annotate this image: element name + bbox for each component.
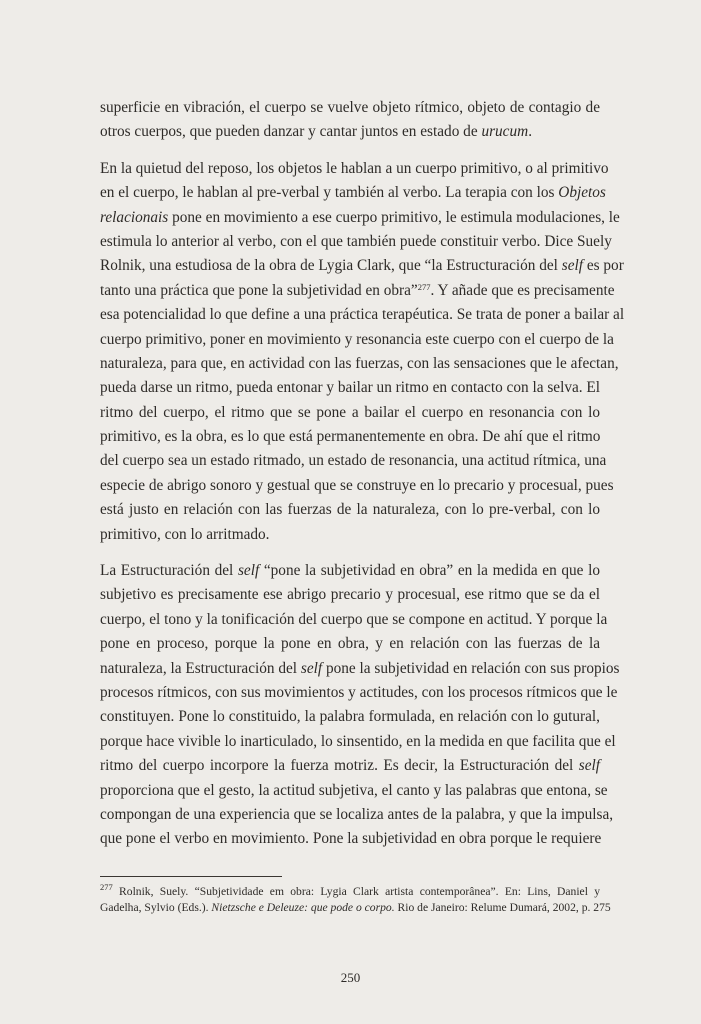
- text-run: Rolnik, una estudiosa de la obra de Lygia Clark, que “la Estructuración del: [100, 257, 562, 275]
- paragraph-line: [100, 559, 600, 583]
- paragraph-line: [100, 449, 607, 473]
- paragraph-line: [100, 523, 600, 547]
- text-run: otros cuerpos, que pueden danzar y cantar juntos en estado de: [100, 123, 482, 141]
- italic-text: urucum: [481, 123, 529, 141]
- italic-text: Nietzsche e Deleuze: que pode o corpo.: [211, 901, 395, 914]
- paragraph-line: [100, 474, 614, 498]
- text-run: Rolnik, Suely. “Subjetividade em obra: Lygia Clark artista contemporânea”. En: Lins, Daniel y: [112, 885, 600, 898]
- paragraph-line: [100, 120, 600, 144]
- italic-text: Objetos: [558, 184, 606, 202]
- text-run: La Estructuración del: [100, 562, 238, 580]
- footnote-ref: 277: [417, 281, 431, 292]
- paragraph-line: [100, 632, 600, 656]
- paragraph-gap: [100, 145, 600, 157]
- text-run: Gadelha, Sylvio (Eds.).: [100, 901, 212, 914]
- paragraph-line: [100, 181, 606, 205]
- text-run: pone en proceso, porque la pone en obra, y en relación con las fuerzas de la: [100, 635, 600, 653]
- text-run: primitivo, es la obra, es lo que está permanentemente en obra. De ahí que el ritmo: [100, 428, 601, 446]
- footnote: [100, 882, 611, 916]
- text-run: superficie en vibración, el cuerpo se vuelve objeto rítmico, objeto de contagio de: [100, 99, 600, 116]
- paragraph-line: [100, 803, 614, 827]
- footnote-separator: [100, 876, 282, 877]
- text-run: subjetivo es precisamente ese abrigo precario y procesual, ese ritmo que se da el: [100, 586, 600, 604]
- text-run: .: [528, 123, 533, 141]
- paragraph-line: [100, 352, 619, 376]
- text-run: pueda darse un ritmo, pueda entonar y bailar un ritmo en contacto con la selva. El: [100, 379, 600, 397]
- text-run: tanto una práctica que pone la subjetividad en obra”: [100, 281, 418, 299]
- italic-text: relacionais: [100, 208, 169, 226]
- italic-text: self: [237, 562, 260, 580]
- paragraph-line: [100, 425, 600, 449]
- paragraph-line: [100, 279, 615, 303]
- text-run: naturaleza, la Estructuración del: [100, 659, 301, 677]
- body-text: [100, 96, 625, 852]
- italic-text: self: [561, 257, 583, 275]
- text-run: primitivo, con lo arritmado.: [100, 525, 270, 543]
- paragraph-line: [100, 754, 600, 778]
- text-run: constituyen. Pone lo constituido, la palabra formulada, en relación con lo gutural,: [100, 708, 600, 726]
- text-run: esa potencialidad lo que define a una práctica terapéutica. Se trata de poner a bailar al: [100, 306, 625, 324]
- text-run: estimula lo anterior al verbo, con el que también puede constituir verbo. Dice Suely: [100, 232, 612, 250]
- paragraph-line: [100, 157, 609, 181]
- paragraph-line: [100, 376, 600, 400]
- paragraph-line: [100, 657, 620, 681]
- text-run: En la quietud del reposo, los objetos le hablan a un cuerpo primitivo, o al primitivo: [100, 159, 609, 177]
- text-run: que pone el verbo en movimiento. Pone la subjetividad en obra porque le requiere: [100, 830, 602, 848]
- paragraph-gap: [100, 547, 600, 559]
- paragraph-line: [100, 303, 625, 327]
- paragraph-line: [100, 705, 600, 729]
- text-run: compongan de una experiencia que se localiza antes de la palabra, y que la impulsa,: [100, 805, 614, 823]
- footnote-line: [100, 900, 611, 916]
- paragraph-line: [100, 254, 624, 278]
- text-run: Rio de Janeiro: Relume Dumará, 2002, p. 275: [394, 901, 611, 914]
- text-run: ritmo del cuerpo, el ritmo que se pone a bailar el cuerpo en resonancia con lo: [100, 403, 600, 421]
- text-run: pone en movimiento a ese cuerpo primitivo, le estimula modulaciones, le: [168, 208, 620, 226]
- paragraph-line: [100, 401, 600, 425]
- text-run: pone la subjetividad en relación con sus propios: [322, 659, 620, 677]
- footnote-line: [100, 884, 600, 900]
- text-run: del cuerpo sea un estado ritmado, un estado de resonancia, una actitud rítmica, una: [100, 452, 607, 470]
- paragraph-line: [100, 827, 600, 851]
- text-run: ritmo del cuerpo incorpore la fuerza motriz. Es decir, la Estructuración del: [100, 757, 579, 775]
- italic-text: self: [300, 659, 323, 677]
- text-run: proporciona que el gesto, la actitud subjetiva, el canto y las palabras que entona, se: [100, 781, 608, 799]
- italic-text: self: [578, 757, 600, 775]
- paragraph-line: [100, 779, 608, 803]
- paragraph-line: [100, 730, 616, 754]
- paragraph-line: [100, 96, 600, 120]
- paragraph-line: [100, 583, 600, 607]
- text-run: naturaleza, para que, en actividad con las fuerzas, con las sensaciones que le afectan,: [100, 354, 619, 372]
- text-run: cuerpo, el tono y la tonificación del cuerpo que se compone en actitud. Y porque la: [100, 610, 608, 628]
- paragraph-line: [100, 206, 620, 230]
- text-run: “pone la subjetividad en obra” en la medida en que lo: [259, 562, 600, 580]
- paragraph-line: [100, 328, 614, 352]
- text-run: procesos rítmicos, con sus movimientos y actitudes, con los procesos rítmicos que le: [100, 683, 618, 701]
- text-run: es por: [583, 257, 624, 275]
- text-run: está justo en relación con las fuerzas de la naturaleza, con lo pre-verbal, con lo: [100, 501, 600, 519]
- footnote-ref: 277: [100, 882, 113, 892]
- paragraph-line: [100, 681, 618, 705]
- text-run: cuerpo primitivo, poner en movimiento y resonancia este cuerpo con el cuerpo de la: [100, 330, 614, 348]
- page-number: 250: [340, 970, 361, 985]
- text-run: . Y añade que es precisamente: [430, 281, 615, 299]
- paragraph-line: [100, 498, 600, 522]
- paragraph-line: [100, 230, 612, 254]
- text-run: en el cuerpo, le hablan al pre-verbal y también al verbo. La terapia con los: [100, 184, 559, 202]
- text-run: porque hace vivible lo inarticulado, lo sinsentido, en la medida en que facilita que el: [100, 732, 616, 750]
- text-run: especie de abrigo sonoro y gestual que se construye en lo precario y procesual, pues: [100, 476, 614, 494]
- paragraph-line: [100, 608, 608, 632]
